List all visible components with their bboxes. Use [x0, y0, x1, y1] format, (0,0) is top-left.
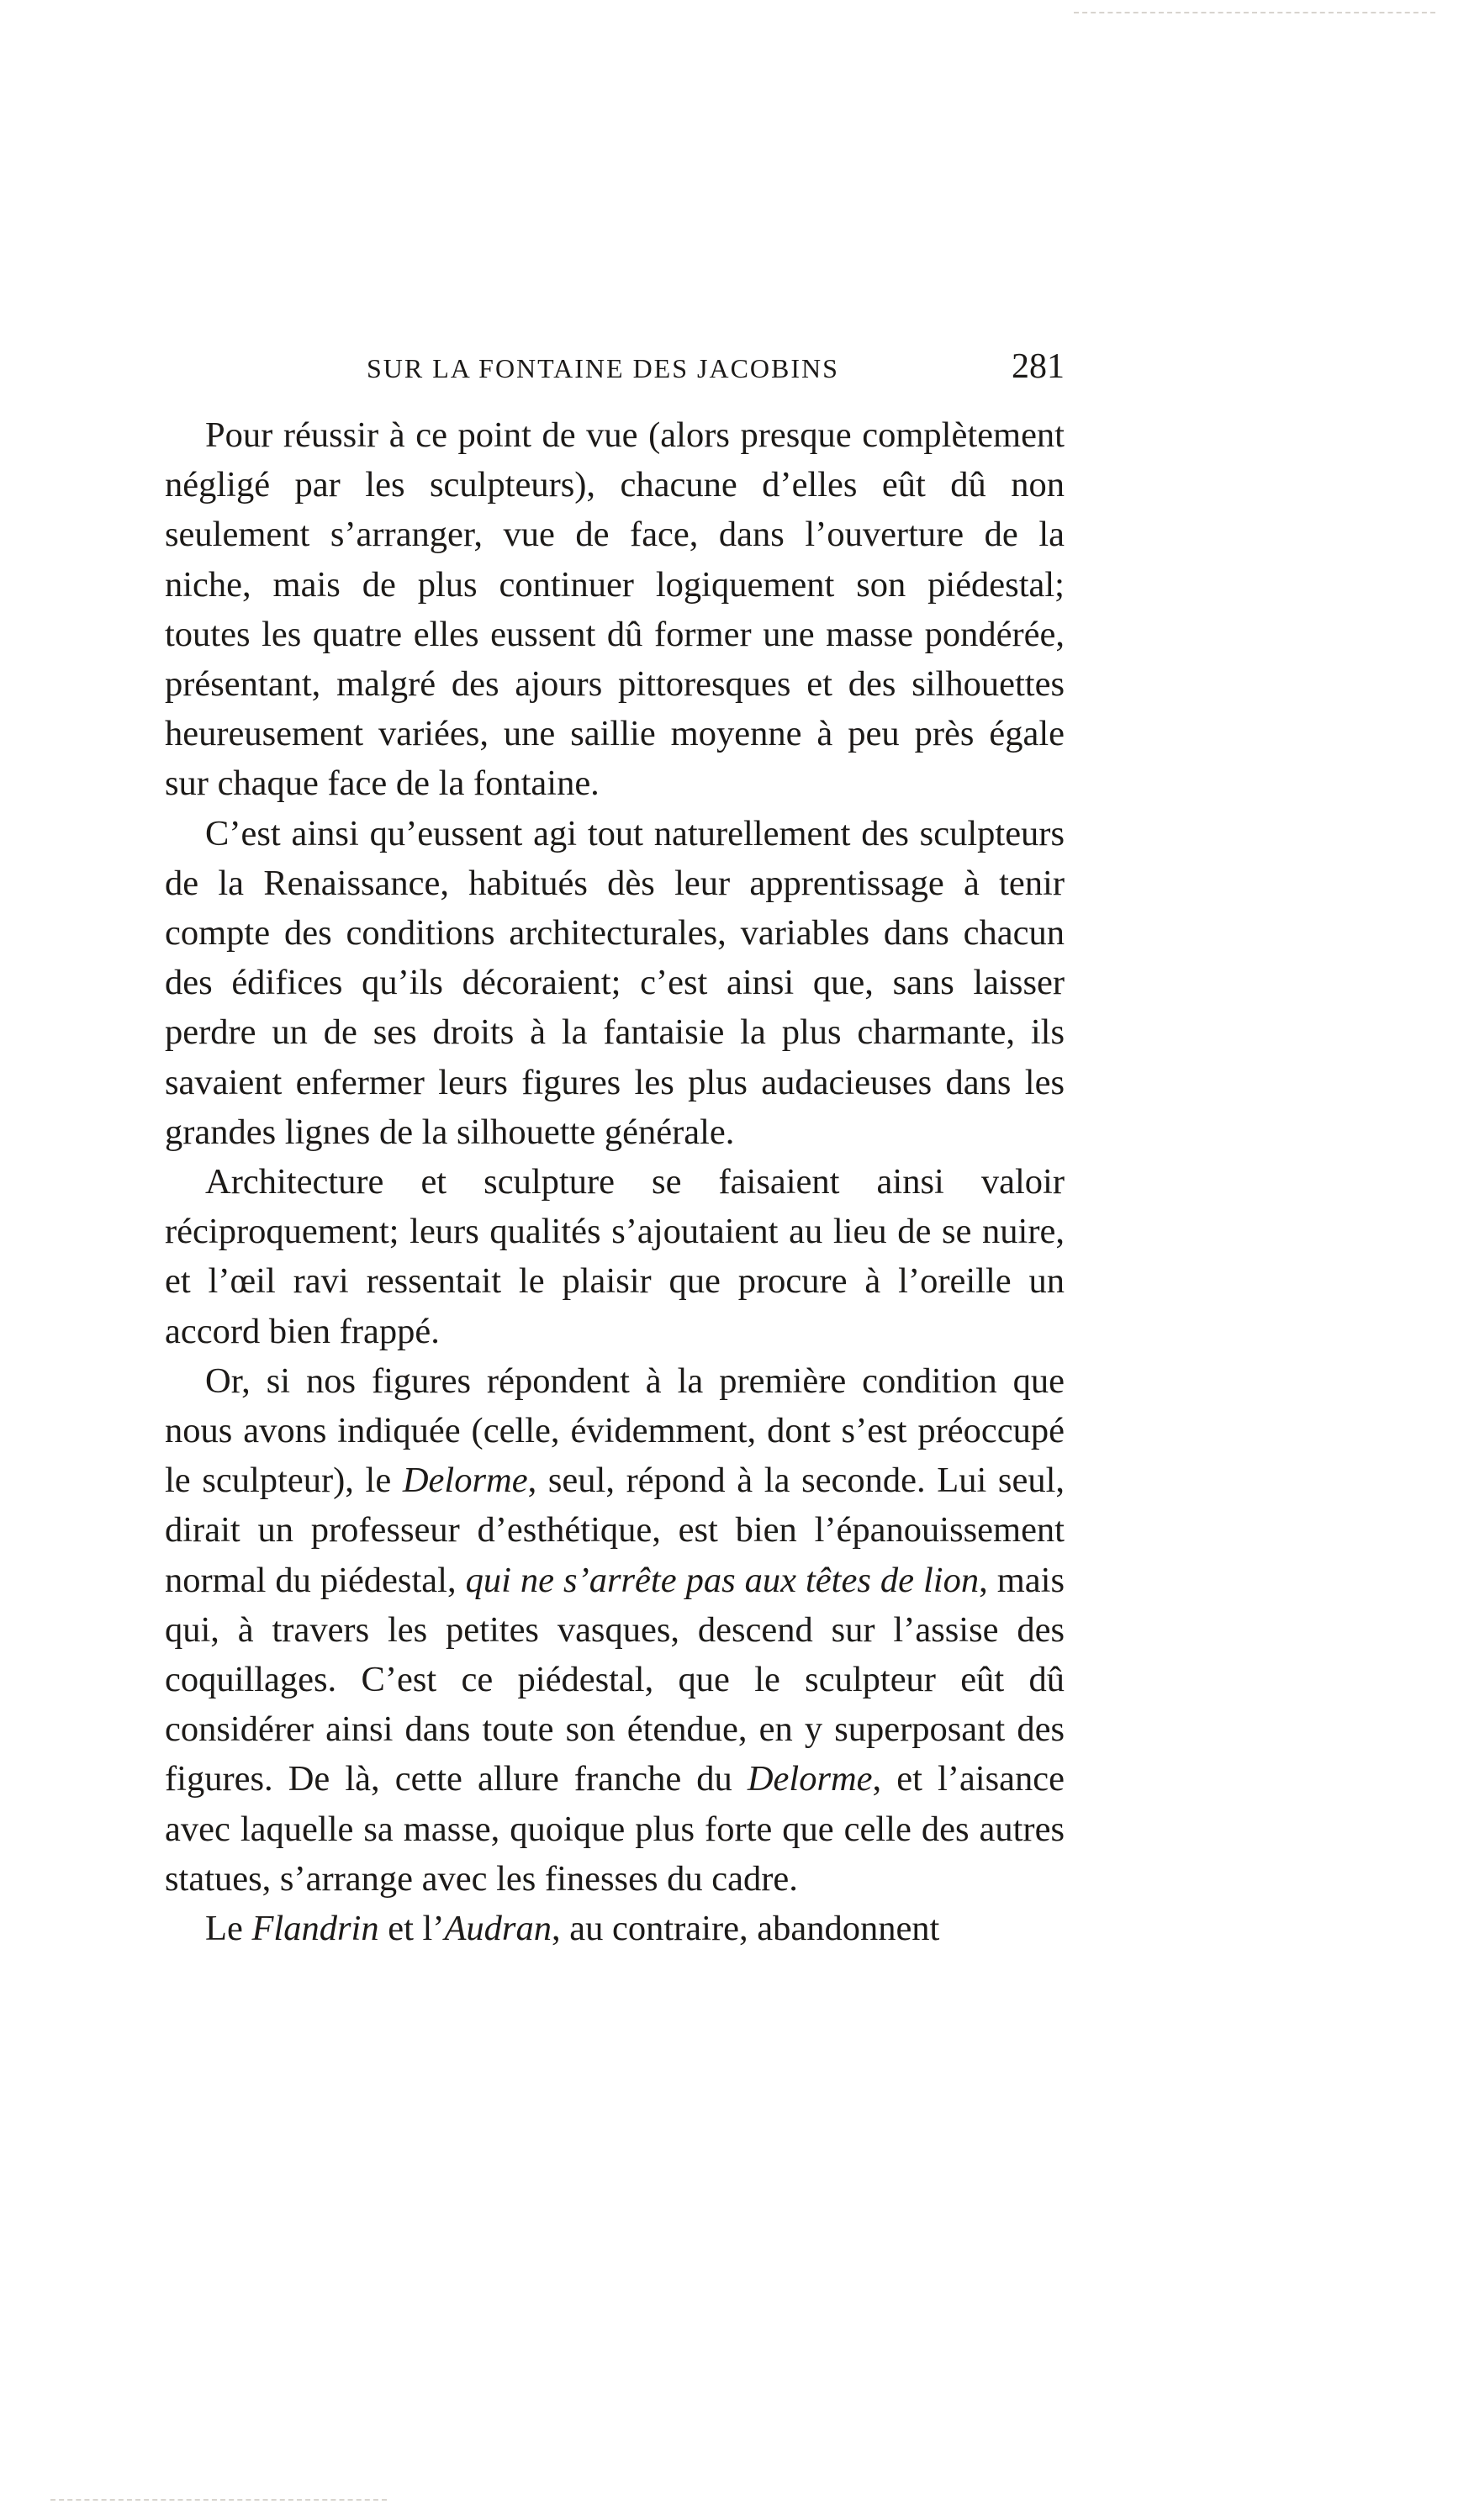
text-run: Pour réussir à ce point de vue (alors presque complètement négligé par les sculpteurs), chacune d’elles eût dû non seulement s’arranger, vue de face, dans l’ouverture de la niche, mais de plus continuer logiquement son piédestal; toutes les quatre elles eussent dû former une masse pondérée, présentant, malgré des ajours pittoresques et des silhouettes heureusement variées, une saillie moyenne à peu près égale sur chaque face de la fontaine. — [165, 415, 1065, 804]
bottom-edge-rule — [50, 2499, 387, 2501]
paragraph — [165, 809, 1065, 1157]
text-run: et l’ — [378, 1909, 445, 1949]
paragraph — [165, 1157, 1065, 1356]
italic-quotation: qui ne s’arrête pas aux têtes de lion — [465, 1560, 980, 1600]
italic-title-delorme: Delorme — [747, 1759, 873, 1799]
text-run: , mais qui, à travers les petites vasques, descend sur l’assise des coquillages. C’est ce piédestal, que le sculpteur eût dû considérer ainsi dans toute son étendue, en y superposant des figures. De là, cette allure franche du — [165, 1560, 1065, 1799]
paragraph — [165, 1904, 1065, 1953]
italic-title-delorme: Delorme — [402, 1461, 528, 1501]
text-run: Architecture et sculpture se faisaient ainsi valoir réciproquement; leurs qualités s’ajoutaient au lieu de se nuire, et l’œil ravi ressentait le plaisir que procure à l’oreille un accord bien frappé. — [165, 1162, 1065, 1351]
paragraph — [165, 1356, 1065, 1904]
text-run: , au contraire, abandonnent — [551, 1909, 940, 1949]
page-number: 281 — [1012, 347, 1065, 386]
page-header — [165, 346, 1065, 394]
italic-title-flandrin: Flandrin — [251, 1909, 379, 1949]
running-head: SUR LA FONTAINE DES JACOBINS — [367, 353, 839, 383]
top-edge-rule — [1074, 12, 1435, 13]
text-run: Le — [205, 1909, 252, 1949]
text-run: , et l’aisance avec laquelle sa masse, quoique plus forte que celle des autres statues, s’arrange avec les finesses du cadre. — [165, 1759, 1065, 1899]
text-run: Or, si nos figures répondent à la première condition que nous avons indiquée (celle, évidemment, dont s’est préoccupé le sculpteur), le — [165, 1360, 1065, 1501]
text-run: C’est ainsi qu’eussent agi tout naturellement des sculpteurs de la Renaissance, habitués dès leur apprentissage à tenir compte des conditions architecturales, variables dans chacun des édifices qu’ils décoraient; c’est ainsi que, sans laisser perdre un de ses droits à la fantaisie la plus charmante, ils savaient enfermer leurs figures les plus audacieuses dans les grandes lignes de la silhouette générale. — [165, 813, 1065, 1152]
paragraph — [165, 410, 1065, 809]
italic-title-audran: Audran — [444, 1909, 552, 1949]
body-text — [165, 410, 1065, 1953]
text-run: , seul, répond à la seconde. Lui seul, dirait un professeur d’esthétique, est bien l’épanouissement normal du piédestal, — [165, 1461, 1065, 1600]
